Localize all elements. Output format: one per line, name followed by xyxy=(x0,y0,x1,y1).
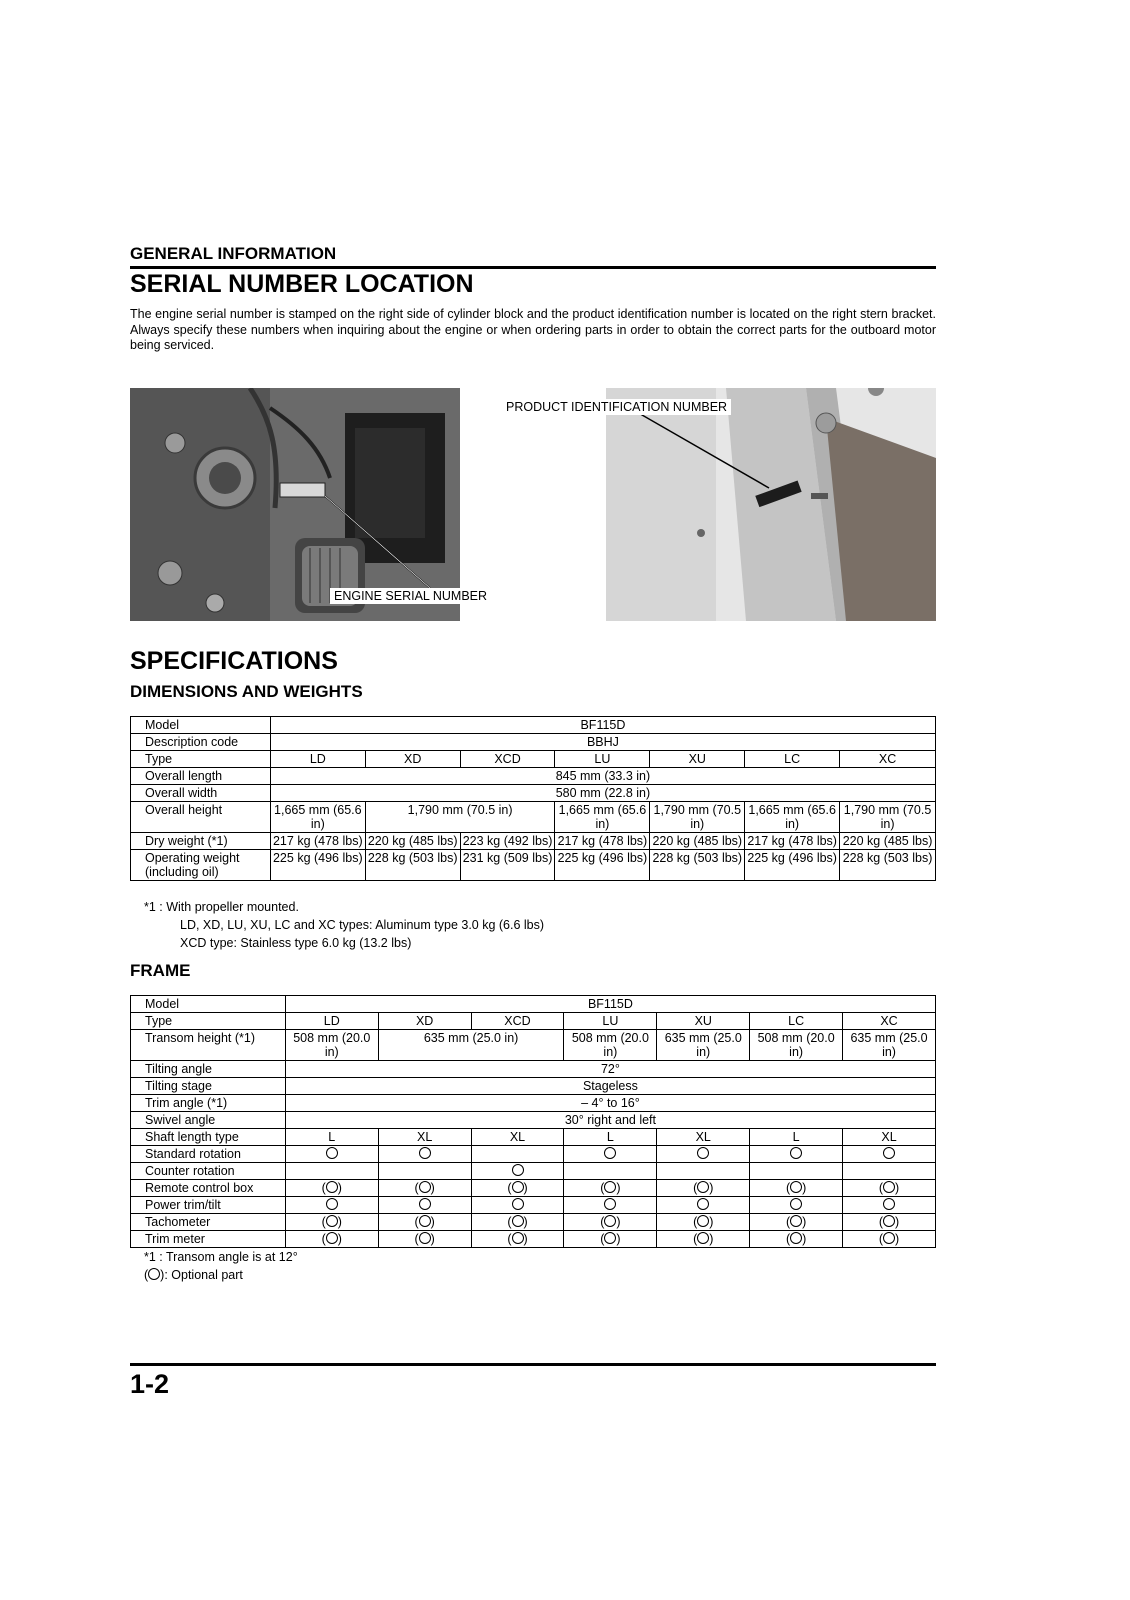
serial-intro: The engine serial number is stamped on the right side of cylinder block and the product identification number is located on the right stern bracket. Always specify these numbers when inquiring about the engine or when ordering parts in order to obtain the correct parts for the outboard motor being serviced. xyxy=(130,307,936,352)
type-cell: LC xyxy=(745,751,840,768)
circle-mark-icon xyxy=(326,1198,338,1210)
mark-cell xyxy=(471,1197,564,1214)
mark-cell: ( ) xyxy=(657,1180,750,1197)
table-row xyxy=(131,1030,936,1061)
mark-cell xyxy=(471,1163,564,1180)
type-cell: XCD xyxy=(460,751,555,768)
table-row xyxy=(131,996,936,1013)
type-cell: LD xyxy=(270,751,365,768)
table-row xyxy=(131,1061,936,1078)
footer-rule xyxy=(130,1363,936,1366)
tilting-angle: 72° xyxy=(285,1061,935,1078)
table-row xyxy=(131,1180,936,1197)
mark-cell: ( ) xyxy=(378,1231,471,1248)
circle-mark-icon xyxy=(512,1181,524,1193)
mark-cell: ( ) xyxy=(471,1214,564,1231)
circle-mark-icon xyxy=(512,1215,524,1227)
type-cell: XU xyxy=(657,1013,750,1030)
mark-cell xyxy=(285,1197,378,1214)
mark-cell: ( ) xyxy=(843,1214,936,1231)
table-row xyxy=(131,1197,936,1214)
table-row xyxy=(131,751,936,768)
circle-mark-icon xyxy=(419,1198,431,1210)
type-cell: LD xyxy=(285,1013,378,1030)
row-label: Tilting angle xyxy=(131,1061,286,1078)
circle-mark-icon xyxy=(790,1232,802,1244)
transom-cell: 508 mm (20.0 in) xyxy=(285,1030,378,1061)
row-label: Shaft length type xyxy=(131,1129,286,1146)
model-value: BF115D xyxy=(285,996,935,1013)
dims-footnote: *1 : With propeller mounted. xyxy=(144,900,299,914)
type-cell: XD xyxy=(378,1013,471,1030)
type-cell: LU xyxy=(555,751,650,768)
mark-cell xyxy=(378,1146,471,1163)
circle-mark-icon xyxy=(697,1198,709,1210)
mark-cell: ( ) xyxy=(378,1214,471,1231)
circle-mark-icon xyxy=(419,1181,431,1193)
table-row xyxy=(131,1112,936,1129)
operating-weight-cell: 231 kg (509 lbs) xyxy=(460,850,555,881)
mark-cell: ( ) xyxy=(564,1231,657,1248)
dry-weight-cell: 217 kg (478 lbs) xyxy=(745,833,840,850)
mark-cell: ( ) xyxy=(285,1180,378,1197)
dry-weight-cell: 223 kg (492 lbs) xyxy=(460,833,555,850)
circle-mark-icon xyxy=(883,1198,895,1210)
transom-cell: 508 mm (20.0 in) xyxy=(564,1030,657,1061)
row-label: Model xyxy=(131,996,286,1013)
circle-mark-icon xyxy=(326,1232,338,1244)
row-label: Trim angle (*1) xyxy=(131,1095,286,1112)
row-label: Overall length xyxy=(131,768,271,785)
mark-cell xyxy=(750,1163,843,1180)
model-value: BF115D xyxy=(270,717,935,734)
circle-mark-icon xyxy=(604,1232,616,1244)
dimensions-table xyxy=(130,716,936,881)
table-row xyxy=(131,1013,936,1030)
shaft-cell: L xyxy=(750,1129,843,1146)
circle-mark-icon xyxy=(883,1147,895,1159)
circle-mark-icon xyxy=(326,1181,338,1193)
frame-legend-text: : Optional part xyxy=(164,1268,243,1282)
mark-cell xyxy=(471,1146,564,1163)
frame-title: FRAME xyxy=(130,961,191,980)
circle-mark-icon xyxy=(790,1181,802,1193)
circle-mark-icon xyxy=(883,1181,895,1193)
circle-mark-icon xyxy=(512,1198,524,1210)
table-row xyxy=(131,717,936,734)
table-row xyxy=(131,768,936,785)
table-row xyxy=(131,1146,936,1163)
row-label: Description code xyxy=(131,734,271,751)
height-cell: 1,790 mm (70.5 in) xyxy=(840,802,936,833)
overall-length: 845 mm (33.3 in) xyxy=(270,768,935,785)
mark-cell: ( ) xyxy=(378,1180,471,1197)
mark-cell: ( ) xyxy=(657,1231,750,1248)
mark-cell: ( ) xyxy=(750,1180,843,1197)
mark-cell: ( ) xyxy=(843,1231,936,1248)
circle-mark-icon xyxy=(419,1147,431,1159)
mark-cell: ( ) xyxy=(471,1180,564,1197)
table-row xyxy=(131,1163,936,1180)
table-row xyxy=(131,1078,936,1095)
circle-mark-icon xyxy=(604,1215,616,1227)
transom-cell: 635 mm (25.0 in) xyxy=(657,1030,750,1061)
height-cell: 1,665 mm (65.6 in) xyxy=(555,802,650,833)
circle-mark-icon xyxy=(697,1181,709,1193)
type-cell: LC xyxy=(750,1013,843,1030)
row-label: Tilting stage xyxy=(131,1078,286,1095)
table-row xyxy=(131,785,936,802)
dims-footnote-stainless: XCD type: Stainless type 6.0 kg (13.2 lbs) xyxy=(180,936,412,950)
row-label: Standard rotation xyxy=(131,1146,286,1163)
table-row xyxy=(131,1095,936,1112)
row-label: Dry weight (*1) xyxy=(131,833,271,850)
row-label: Trim meter xyxy=(131,1231,286,1248)
transom-cell: 635 mm (25.0 in) xyxy=(843,1030,936,1061)
row-label: Type xyxy=(131,1013,286,1030)
table-row xyxy=(131,850,936,881)
row-label: Swivel angle xyxy=(131,1112,286,1129)
mark-cell xyxy=(378,1163,471,1180)
mark-cell: ( ) xyxy=(285,1214,378,1231)
mark-cell: ( ) xyxy=(843,1180,936,1197)
mark-cell xyxy=(843,1197,936,1214)
mark-cell xyxy=(285,1163,378,1180)
row-label: Remote control box xyxy=(131,1180,286,1197)
shaft-cell: XL xyxy=(843,1129,936,1146)
circle-mark-icon xyxy=(512,1232,524,1244)
engine-photo xyxy=(130,388,460,621)
mark-cell xyxy=(843,1146,936,1163)
table-row xyxy=(131,1214,936,1231)
mark-cell xyxy=(657,1163,750,1180)
mark-cell: ( ) xyxy=(285,1231,378,1248)
table-row xyxy=(131,1231,936,1248)
transom-cell: 508 mm (20.0 in) xyxy=(750,1030,843,1061)
dims-title: DIMENSIONS AND WEIGHTS xyxy=(130,682,363,701)
shaft-cell: XL xyxy=(471,1129,564,1146)
circle-mark-icon xyxy=(790,1147,802,1159)
circle-mark-icon xyxy=(790,1198,802,1210)
frame-legend: ( ): Optional part xyxy=(144,1268,243,1282)
type-cell: XC xyxy=(843,1013,936,1030)
dry-weight-cell: 220 kg (485 lbs) xyxy=(365,833,460,850)
swivel-angle: 30° right and left xyxy=(285,1112,935,1129)
table-row xyxy=(131,833,936,850)
mark-cell xyxy=(564,1146,657,1163)
mark-cell xyxy=(564,1197,657,1214)
mark-cell: ( ) xyxy=(750,1214,843,1231)
height-cell: 1,665 mm (65.6 in) xyxy=(745,802,840,833)
shaft-cell: XL xyxy=(378,1129,471,1146)
circle-mark-icon xyxy=(790,1215,802,1227)
operating-weight-cell: 225 kg (496 lbs) xyxy=(555,850,650,881)
circle-mark-icon xyxy=(148,1268,160,1280)
dry-weight-cell: 220 kg (485 lbs) xyxy=(650,833,745,850)
circle-mark-icon xyxy=(697,1215,709,1227)
mark-cell xyxy=(750,1146,843,1163)
type-cell: XC xyxy=(840,751,936,768)
row-label: Tachometer xyxy=(131,1214,286,1231)
description-code: BBHJ xyxy=(270,734,935,751)
transom-cell: 635 mm (25.0 in) xyxy=(378,1030,564,1061)
shaft-cell: L xyxy=(564,1129,657,1146)
height-cell: 1,790 mm (70.5 in) xyxy=(365,802,555,833)
circle-mark-icon xyxy=(326,1147,338,1159)
frame-footnote: *1 : Transom angle is at 12° xyxy=(144,1250,298,1264)
row-label: Overall width xyxy=(131,785,271,802)
section-header: GENERAL INFORMATION xyxy=(130,244,936,269)
overall-width: 580 mm (22.8 in) xyxy=(270,785,935,802)
circle-mark-icon xyxy=(883,1215,895,1227)
product-id-callout: PRODUCT IDENTIFICATION NUMBER xyxy=(502,399,731,415)
circle-mark-icon xyxy=(512,1164,524,1176)
shaft-cell: L xyxy=(285,1129,378,1146)
operating-weight-cell: 228 kg (503 lbs) xyxy=(840,850,936,881)
table-row xyxy=(131,734,936,751)
operating-weight-cell: 228 kg (503 lbs) xyxy=(650,850,745,881)
table-row xyxy=(131,1129,936,1146)
type-cell: XU xyxy=(650,751,745,768)
circle-mark-icon xyxy=(697,1147,709,1159)
shaft-cell: XL xyxy=(657,1129,750,1146)
dry-weight-cell: 217 kg (478 lbs) xyxy=(270,833,365,850)
table-row xyxy=(131,802,936,833)
operating-weight-cell: 225 kg (496 lbs) xyxy=(745,850,840,881)
height-cell: 1,665 mm (65.6 in) xyxy=(270,802,365,833)
mark-cell xyxy=(657,1146,750,1163)
circle-mark-icon xyxy=(883,1232,895,1244)
row-label: Transom height (*1) xyxy=(131,1030,286,1061)
specifications-title: SPECIFICATIONS xyxy=(130,647,338,675)
type-cell: XCD xyxy=(471,1013,564,1030)
circle-mark-icon xyxy=(604,1198,616,1210)
mark-cell xyxy=(285,1146,378,1163)
circle-mark-icon xyxy=(419,1232,431,1244)
type-cell: XD xyxy=(365,751,460,768)
dry-weight-cell: 220 kg (485 lbs) xyxy=(840,833,936,850)
circle-mark-icon xyxy=(604,1181,616,1193)
row-label: Model xyxy=(131,717,271,734)
circle-mark-icon xyxy=(604,1147,616,1159)
mark-cell xyxy=(657,1197,750,1214)
mark-cell: ( ) xyxy=(657,1214,750,1231)
mark-cell: ( ) xyxy=(564,1180,657,1197)
mark-cell xyxy=(564,1163,657,1180)
operating-weight-cell: 225 kg (496 lbs) xyxy=(270,850,365,881)
circle-mark-icon xyxy=(326,1215,338,1227)
dry-weight-cell: 217 kg (478 lbs) xyxy=(555,833,650,850)
stern-bracket-photo xyxy=(606,388,936,621)
type-cell: LU xyxy=(564,1013,657,1030)
row-label: Overall height xyxy=(131,802,271,833)
tilting-stage: Stageless xyxy=(285,1078,935,1095)
serial-title: SERIAL NUMBER LOCATION xyxy=(130,270,474,298)
operating-weight-cell: 228 kg (503 lbs) xyxy=(365,850,460,881)
circle-mark-icon xyxy=(697,1232,709,1244)
dims-footnote-aluminum: LD, XD, LU, XU, LC and XC types: Aluminum type 3.0 kg (6.6 lbs) xyxy=(180,918,545,932)
mark-cell: ( ) xyxy=(750,1231,843,1248)
mark-cell xyxy=(378,1197,471,1214)
circle-mark-icon xyxy=(419,1215,431,1227)
mark-cell: ( ) xyxy=(471,1231,564,1248)
frame-table xyxy=(130,995,936,1248)
trim-angle: – 4° to 16° xyxy=(285,1095,935,1112)
page-number: 1-2 xyxy=(130,1369,170,1399)
height-cell: 1,790 mm (70.5 in) xyxy=(650,802,745,833)
row-label: Counter rotation xyxy=(131,1163,286,1180)
mark-cell: ( ) xyxy=(564,1214,657,1231)
row-label: Operating weight (including oil) xyxy=(131,850,271,881)
mark-cell xyxy=(750,1197,843,1214)
mark-cell xyxy=(843,1163,936,1180)
row-label: Type xyxy=(131,751,271,768)
row-label: Power trim/tilt xyxy=(131,1197,286,1214)
engine-serial-callout: ENGINE SERIAL NUMBER xyxy=(330,588,491,604)
